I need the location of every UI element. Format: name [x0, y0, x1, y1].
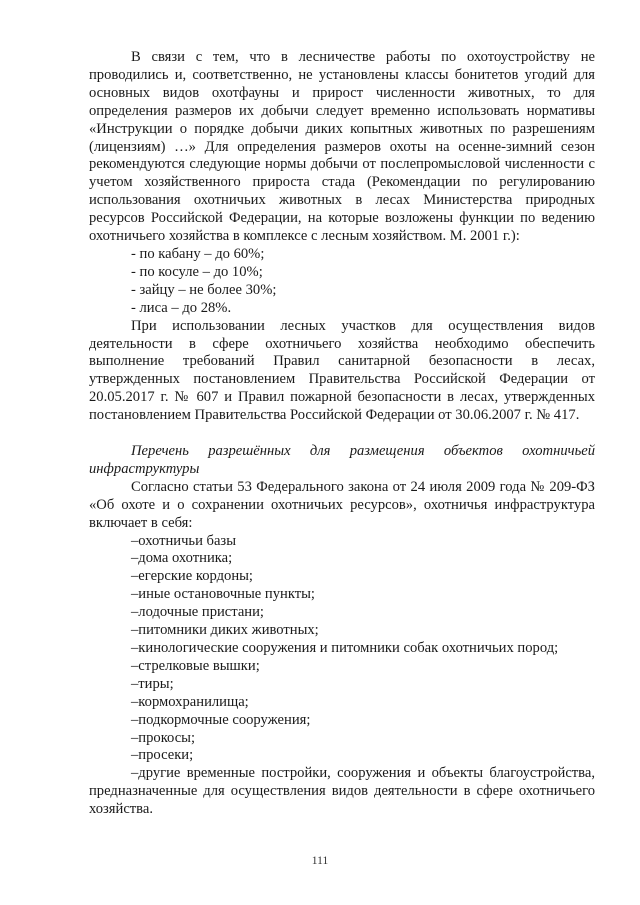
- list-item-other-buildings: –другие временные постройки, сооружения и объекты благоустройства, предназначенные для осуществления видов деятельности в сфере охотничьего хозяйства.: [89, 765, 595, 818]
- list-item: –егерские кордоны;: [131, 568, 253, 585]
- list-item: –просеки;: [131, 747, 194, 764]
- list-item: –питомники диких животных;: [131, 622, 319, 639]
- infrastructure-list: [89, 533, 595, 820]
- list-item: –прокосы;: [131, 729, 196, 746]
- list-item: –лодочные пристани;: [131, 604, 264, 621]
- list-item: –охотничьи базы: [131, 532, 236, 549]
- quota-item-roe-deer: - по косуле – до 10%;: [131, 263, 263, 280]
- list-item: –кинологические сооружения и питомники собак охотничьих пород;: [131, 640, 559, 656]
- quota-item-hare: - зайцу – не более 30%;: [131, 281, 277, 298]
- law-reference-paragraph: Согласно статьи 53 Федерального закона от 24 июля 2009 года № 209-ФЗ «Об охоте и о сохранении охотничьих ресурсов», охотничья инфраструктура включает в себя:: [89, 478, 595, 531]
- list-item: –кормохранилища;: [131, 693, 249, 710]
- list-item: –иные остановочные пункты;: [131, 586, 315, 603]
- list-item: –дома охотника;: [131, 550, 233, 567]
- intro-paragraph: В связи с тем, что в лесничестве работы по охотоустройству не проводились и, соответственно, не установлены классы бонитетов угодий для основных видов охотфауны и прирост численности животных, то для определения размеров их добычи следует временно использовать нормативы «Инструкции о порядке добычи диких копытных животных по разрешениям (лицензиям) …» Для определения размеров охоты на осенне-зимний сезон рекомендуются следующие нормы добычи от послепромысловой численности с учетом хозяйственного прироста стада (Рекомендации по регулированию использования охотничьих животных в лесах Министерства природных ресурсов Российской Федерации, на которые возложены функции по ведению охотничьего хозяйства в комплексе с лесным хозяйством. М. 2001 г.):: [89, 49, 595, 245]
- list-item: –подкормочные сооружения;: [131, 711, 311, 728]
- quota-list: [89, 246, 595, 318]
- safety-rules-paragraph: При использовании лесных участков для осуществления видов деятельности в сфере охотничьего хозяйства необходимо обеспечить выполнение требований Правил санитарной безопасности в лесах, утвержденных постановлением Правительства Российской Федерации от 20.05.2017 г. № 607 и Правил пожарной безопасности в лесах, утвержденных постановлением Правительства Российской Федерации от 30.06.2007 г. № 417.: [89, 317, 595, 424]
- quota-item-boar: - по кабану – до 60%;: [131, 245, 265, 262]
- quota-item-fox: - лиса – до 28%.: [131, 299, 232, 316]
- infrastructure-heading: Перечень разрешённых для размещения объектов охотничьей инфраструктуры: [89, 443, 595, 477]
- page-number: 111: [311, 855, 329, 867]
- page-content: [89, 49, 595, 819]
- list-item: –стрелковые вышки;: [131, 657, 260, 674]
- list-item: –тиры;: [131, 675, 174, 692]
